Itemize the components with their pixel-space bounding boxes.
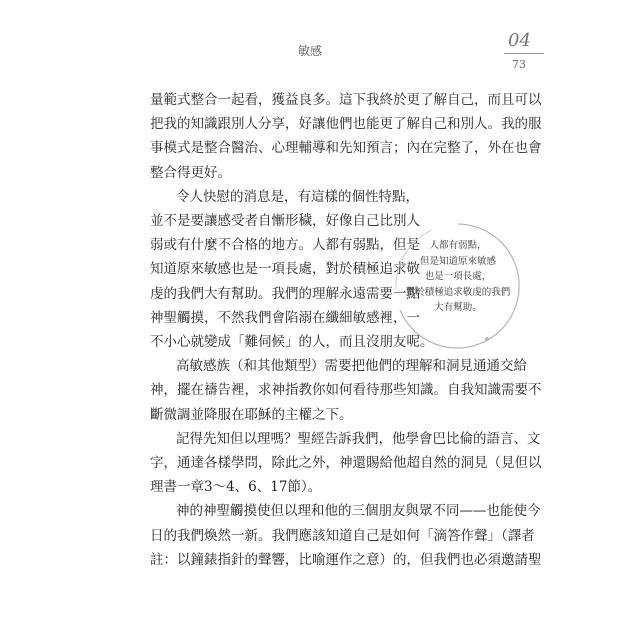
pull-quote-line: 大有幫助。 [434, 302, 482, 313]
pull-quote [392, 220, 524, 352]
paragraph [150, 427, 542, 500]
text-line: 弱或有什麼不合格的地方。人都有弱點，但是 [150, 237, 420, 254]
text-line: 高敏感族（和其他類型）需要把他們的理解和洞見通通交給 [176, 358, 527, 375]
pull-quote-line: 人都有弱點， [429, 240, 487, 251]
pull-quote-line: 對於積極追求敬虔的我們 [405, 286, 511, 298]
text-line: 並不是要讓感受者自慚形穢，好像自己比別人 [150, 213, 420, 230]
running-title: 敏感 [298, 44, 323, 58]
text-line: 神的神聖觸摸使但以理和他的三個朋友與眾不同——也能使今 [176, 503, 541, 520]
chapter-number: 04 [508, 30, 531, 51]
pull-quote-line: 但是知道原來敏感 [419, 255, 496, 267]
text-line: 整合得更好。 [150, 164, 231, 181]
pull-quote-line: 也是一項長處， [424, 271, 492, 282]
header-rule [504, 53, 544, 54]
text-line: 神聖觸摸，不然我們會陷溺在纖細敏感裡，一 [150, 309, 420, 326]
text-line: 記得先知但以理嗎？聖經告訴我們，他學會巴比倫的語言、文 [176, 430, 541, 447]
paragraph [150, 354, 542, 427]
paragraph [150, 88, 542, 185]
text-line: 把我的知識跟別人分享，好讓他們也能更了解自己和別人。我的服 [150, 116, 542, 133]
text-line: 不小心就變成「難伺候」的人，而且沒朋友呢。 [150, 334, 434, 351]
text-line: 知道原來敏感也是一項長處，對於積極追求敬 [150, 261, 420, 278]
text-line: 日的我們煥然一新。我們應該知道自己是如何「滴答作聲」（譯者 [150, 527, 535, 544]
text-line: 字，通達各樣學問，除此之外，神還賜給他超自然的洞見（見但以 [150, 455, 542, 472]
text-line: 量範式整合一起看，獲益良多。這下我終於更了解自己，而且可以 [150, 92, 542, 108]
text-line: 斷微調並降服在耶穌的主權之下。 [150, 406, 353, 423]
text-line: 事模式是整合醫治、心理輔導和先知預言；內在完整了，外在也會 [150, 140, 542, 157]
text-line: 令人快慰的消息是，有這樣的個性特點， [176, 188, 419, 205]
text-line: 神，擺在禱告裡，求神指教你如何看待那些知識。自我知識需要不 [150, 382, 542, 399]
text-line: 虔的我們大有幫助。我們的理解永遠需要一點 [150, 285, 420, 302]
text-line: 註：以鐘錶指針的聲響，比喻運作之意）的，但我們也必須邀請聖 [150, 551, 542, 568]
page-number: 73 [512, 58, 526, 71]
text-line: 理書一章3～4、6、17節）。 [150, 479, 322, 496]
pull-quote-text [392, 238, 524, 316]
paragraph [150, 499, 542, 572]
